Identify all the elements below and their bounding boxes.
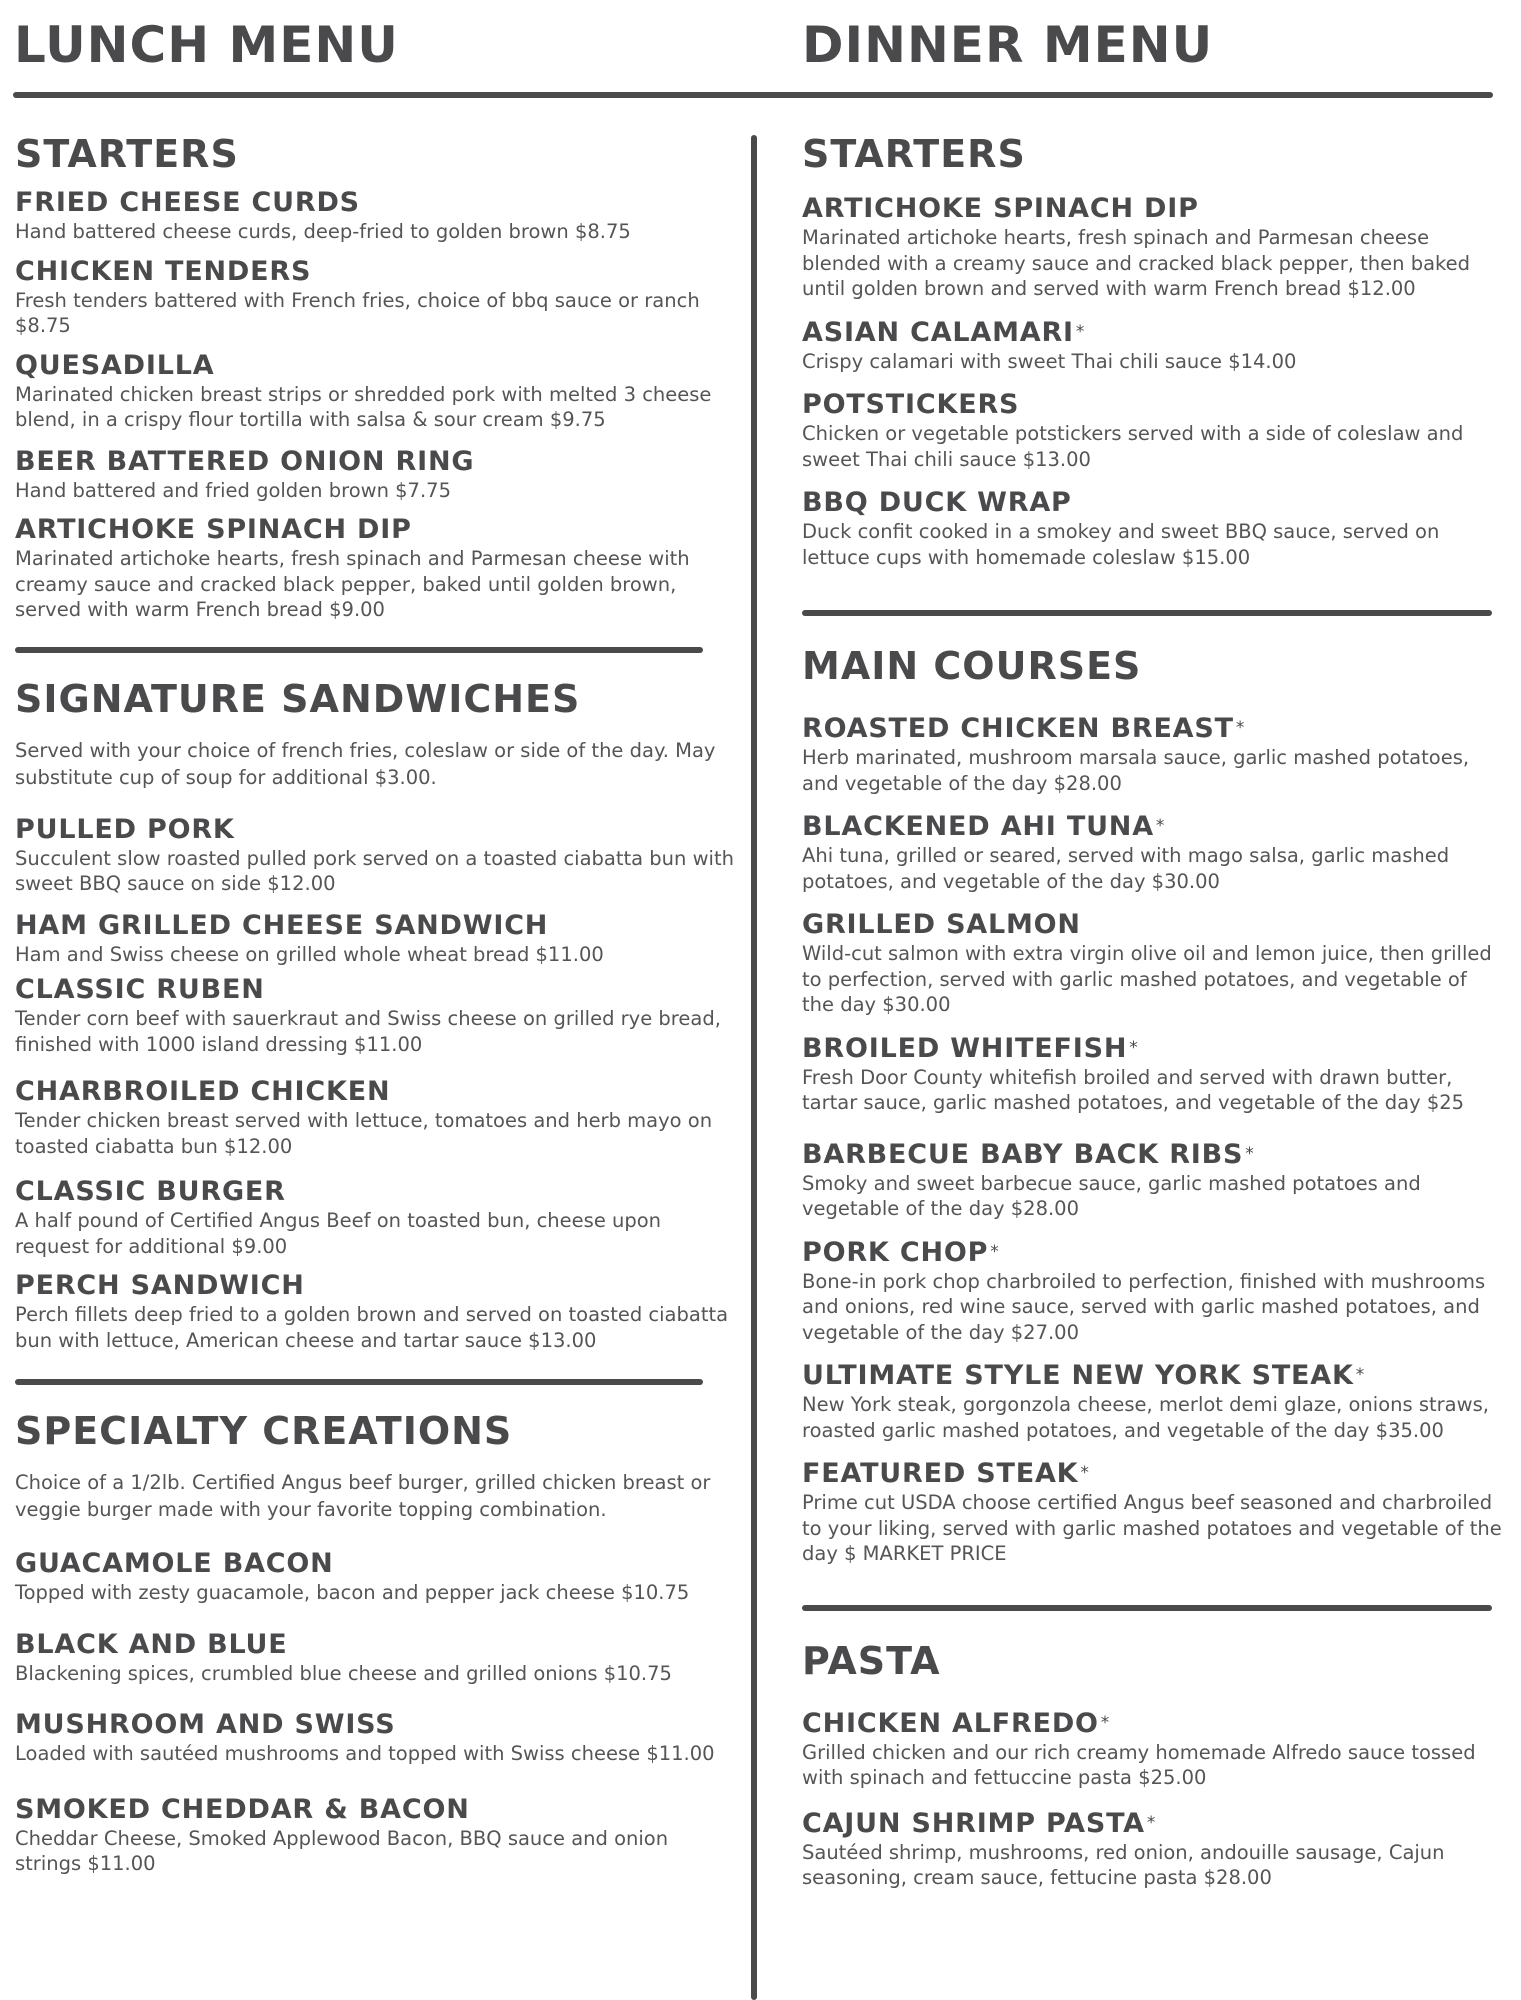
menu-item [802,486,1502,570]
menu-item-star: * [990,1241,1000,1262]
menu-item [15,1075,735,1159]
menu-item-name [15,445,735,478]
menu-item-description: Chicken or vegetable potstickers served with a side of coleslaw and sweet Thai chili sauce $13.00 [802,422,1464,471]
menu-item [802,1236,1502,1346]
menu-item-name-text: FEATURED STEAK [802,1458,1079,1489]
menu-item [802,1032,1502,1116]
menu-item-name [802,1359,1502,1392]
menu-item-name [15,1075,735,1108]
menu-item-star: * [1129,1037,1139,1058]
menu-item-description: A half pound of Certified Angus Beef on toasted bun, cheese upon request for additional $9.00 [15,1209,662,1258]
menu-item [802,810,1502,894]
menu-item [802,1807,1502,1891]
menu-item [15,909,735,968]
lunch-column [15,130,735,1877]
menu-item-name-text: ROASTED CHICKEN BREAST [802,713,1234,744]
menu-item-name-text: CLASSIC BURGER [15,1176,286,1207]
section-title: SPECIALTY CREATIONS [15,1409,513,1453]
menu-item-name-text: BLACK AND BLUE [15,1628,288,1660]
menu-item-name-text: CHICKEN TENDERS [15,255,312,287]
menu-item-description: Marinated artichoke hearts, fresh spinach and Parmesan cheese with creamy sauce and cracked black pepper, baked until golden brown, served with warm French bread $9.00 [15,547,690,621]
menu-item [802,316,1502,375]
menu-item-name [15,1269,735,1302]
menu-item-name [15,1175,735,1208]
menu-item [15,973,735,1057]
menu-item-description: Topped with zesty guacamole, bacon and pepper jack cheese $10.75 [15,1581,690,1604]
menu-item [802,388,1502,472]
menu-item-star: * [1075,321,1086,342]
menu-item-name-text: HAM GRILLED CHEESE SANDWICH [15,909,549,941]
menu-item [15,1175,735,1259]
menu-item-star: * [1155,816,1166,836]
menu-item-name [15,973,735,1006]
menu-item-name-text: CAJUN SHRIMP PASTA [802,1807,1145,1839]
menu-item-description: Sautéed shrimp, mushrooms, red onion, andouille sausage, Cajun seasoning, cream sauce, fettucine pasta $28.00 [802,1840,1445,1889]
menu-item-description: Cheddar Cheese, Smoked Applewood Bacon, BBQ sauce and onion strings $11.00 [15,1826,669,1875]
section-title: STARTERS [15,132,239,176]
menu-item-description: Fresh tenders battered with French fries, choice of bbq sauce or ranch $8.75 [15,288,700,337]
menu-item-name [15,909,735,942]
menu-item-description: Grilled chicken and our rich creamy homemade Alfredo sauce tossed with spinach and fettuccine pasta $25.00 [802,1740,1476,1789]
menu-item-description: Wild-cut salmon with extra virgin olive oil and lemon juice, then grilled to perfection, served with garlic mashed potatoes, and vegetable of the day $30.00 [802,942,1492,1016]
menu-item [15,445,735,504]
menu-item [802,908,1502,1018]
menu-item [15,513,735,623]
menu-item [15,1793,735,1877]
menu-item-description: Tender corn beef with sauerkraut and Swiss cheese on grilled rye bread, finished with 1000 island dressing $11.00 [15,1007,721,1056]
menu-item [802,1359,1502,1443]
menu-item-name [802,712,1502,745]
menu-item [15,349,735,433]
column-divider [751,135,757,2000]
menu-item-name-text: SMOKED CHEDDAR & BACON [15,1793,470,1825]
dinner-section-main-courses [802,642,1502,1567]
section-title: SIGNATURE SANDWICHES [15,676,581,721]
menu-item-name [802,1707,1502,1740]
menu-item-name-text: CHARBROILED CHICKEN [15,1076,391,1107]
menu-item-name-text: GUACAMOLE BACON [15,1548,334,1579]
menu-item-name-text: BEER BATTERED ONION RING [15,445,475,477]
menu-item-name-text: ASIAN CALAMARI [802,316,1074,348]
menu-item [802,192,1502,302]
lunch-section-signature-sandwiches [15,675,735,1354]
menu-item-description: Fresh Door County whitefish broiled and served with drawn butter, tartar sauce, garlic mashed potatoes, and vegetable of the day $25 [802,1065,1465,1114]
section-title: STARTERS [802,132,1026,176]
menu-item-name [802,908,1502,941]
menu-item-description: Smoky and sweet barbecue sauce, garlic mashed potatoes and vegetable of the day $28.00 [802,1171,1421,1220]
menu-item-name [802,810,1502,843]
menu-item-name-text: ULTIMATE STYLE NEW YORK STEAK [802,1360,1354,1391]
dinner-section-pasta [802,1637,1502,1891]
menu-item-name-text: PERCH SANDWICH [15,1270,305,1301]
menu-item [15,186,735,245]
menu-item-name-text: MUSHROOM AND SWISS [15,1709,396,1740]
menu-item-name-text: BARBECUE BABY BACK RIBS [802,1138,1244,1170]
menu-item-description: Herb marinated, mushroom marsala sauce, garlic mashed potatoes, and vegetable of the day $28.00 [802,746,1470,795]
menu-item-name [802,1807,1502,1840]
menu-item [802,712,1502,796]
menu-item-name [15,1628,735,1661]
menu-item-description: Tender chicken breast served with lettuce, tomatoes and herb mayo on toasted ciabatta bun $12.00 [15,1109,713,1158]
menu-item-name [15,813,735,846]
menu-item-name [802,1032,1502,1065]
menu-item-name-text: PORK CHOP [802,1236,989,1268]
menu-item-star: * [1100,1712,1111,1733]
menu-item-name-text: BBQ DUCK WRAP [802,487,1072,518]
menu-item-description: New York steak, gorgonzola cheese, merlot demi glaze, onions straws, roasted garlic mashed potatoes, and vegetable of the day $35.00 [802,1393,1489,1442]
menu-item [15,1547,735,1606]
menu-item-name [802,316,1502,349]
section-title: MAIN COURSES [802,644,1142,688]
section-divider [802,1605,1492,1611]
menu-item-name-text: ARTICHOKE SPINACH DIP [802,193,1199,224]
menu-item-name [802,192,1502,225]
menu-item-star: * [1355,1365,1366,1385]
menu-item [15,255,735,339]
menu-item-name [802,1138,1502,1171]
menu-item-name [15,1793,735,1826]
menu-item-name-text: QUESADILLA [15,349,215,381]
section-divider [15,1379,703,1385]
menu-item-description: Loaded with sautéed mushrooms and topped with Swiss cheese $11.00 [15,1742,715,1765]
menu-item-description: Marinated artichoke hearts, fresh spinach and Parmesan cheese blended with a creamy sauce and cracked black pepper, then baked until golden brown and served with warm French bread $12.00 [802,226,1471,300]
menu-item-description: Blackening spices, crumbled blue cheese and grilled onions $10.75 [15,1661,672,1685]
menu-item [15,1628,735,1687]
menu-item-description: Prime cut USDA choose certified Angus beef seasoned and charbroiled to your liking, served with garlic mashed potatoes and vegetable of the day $ MARKET PRICE [802,1491,1502,1565]
menu-item-description: Hand battered cheese curds, deep-fried to golden brown $8.75 [15,220,631,243]
menu-item [15,1708,735,1767]
menu-item-star: * [1080,1463,1090,1483]
menu-item-description: Duck confit cooked in a smokey and sweet BBQ sauce, served on lettuce cups with homemade coleslaw $15.00 [802,520,1440,569]
menu-item-name [15,1547,735,1580]
menu-item-name [15,1708,735,1741]
menu-item-description: Ham and Swiss cheese on grilled whole wheat bread $11.00 [15,942,604,966]
section-divider [15,647,703,653]
menu-item-name [802,486,1502,519]
menu-item-name-text: CLASSIC RUBEN [15,974,265,1005]
lunch-menu-title: LUNCH MENU [14,16,399,74]
menu-item-name [802,1236,1502,1269]
menu-item-name [15,513,735,546]
menu-item [15,813,735,897]
section-intro: Choice of a 1/2lb. Certified Angus beef burger, grilled chicken breast or veggie burger made with your favorite topping combination. [15,1471,711,1521]
dinner-column [802,130,1502,1891]
menu-item-name [15,349,735,382]
menu-item-star: * [1235,718,1246,738]
dinner-section-starters [802,130,1502,570]
lunch-section-starters [15,130,735,623]
menu-item-name-text: BROILED WHITEFISH [802,1032,1128,1064]
menu-item-description: Crispy calamari with sweet Thai chili sauce $14.00 [802,349,1297,373]
menu-item-name [802,1457,1502,1490]
menu-item-name [15,255,735,288]
menu-item-star: * [1245,1143,1255,1164]
menu-item-name-text: POTSTICKERS [802,389,1020,420]
menu-item-name-text: BLACKENED AHI TUNA [802,811,1154,842]
menu-item [802,1138,1502,1222]
lunch-section-specialty-creations [15,1407,735,1877]
menu-item-description: Perch fillets deep fried to a golden brown and served on toasted ciabatta bun with lettuce, American cheese and tartar sauce $13.00 [15,1303,729,1352]
header-divider [13,92,1493,98]
menu-item-name-text: CHICKEN ALFREDO [802,1707,1099,1739]
menu-item [802,1457,1502,1567]
menu-item-star: * [1146,1812,1157,1833]
section-divider [802,610,1492,616]
menu-item-description: Marinated chicken breast strips or shredded pork with melted 3 cheese blend, in a crispy flour tortilla with salsa & sour cream $9.75 [15,382,712,431]
section-title: PASTA [802,1638,941,1683]
menu-item-description: Succulent slow roasted pulled pork served on a toasted ciabatta bun with sweet BBQ sauce on side $12.00 [15,846,734,895]
menu-item [802,1707,1502,1791]
menu-item-name-text: ARTICHOKE SPINACH DIP [15,514,412,545]
dinner-menu-title: DINNER MENU [802,16,1214,74]
menu-item [15,1269,735,1353]
menu-item-description: Ahi tuna, grilled or seared, served with mago salsa, garlic mashed potatoes, and vegetable of the day $30.00 [802,844,1450,893]
menu-item-name [802,388,1502,421]
menu-item-description: Hand battered and fried golden brown $7.75 [15,478,451,502]
menu-item-name-text: FRIED CHEESE CURDS [15,187,360,218]
menu-item-name-text: GRILLED SALMON [802,909,1081,940]
menu-item-name [15,186,735,219]
section-intro: Served with your choice of french fries, coleslaw or side of the day. May substitute cup of soup for additional $3.00. [15,738,716,789]
menu-item-name-text: PULLED PORK [15,813,235,845]
menu-item-description: Bone-in pork chop charbroiled to perfection, finished with mushrooms and onions, red wine sauce, served with garlic mashed potatoes, and vegetable of the day $27.00 [802,1269,1486,1344]
